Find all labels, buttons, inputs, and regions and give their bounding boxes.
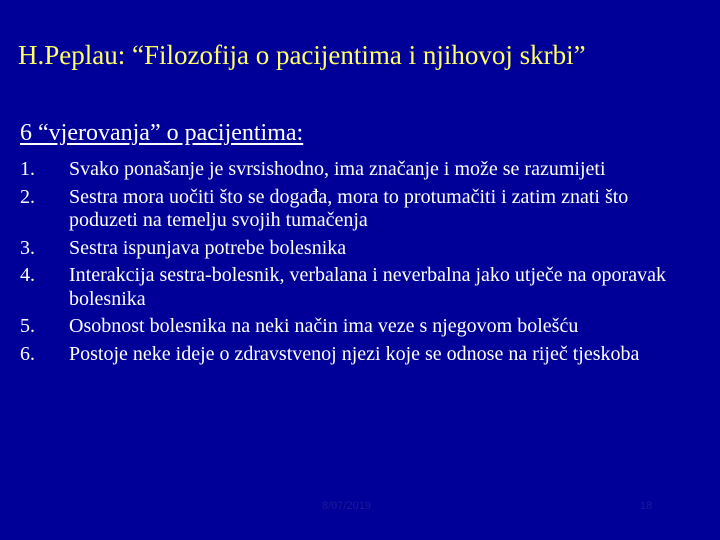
- slide-subtitle: 6 “vjerovanja” o pacijentima:: [20, 120, 304, 146]
- slide-title: H.Peplau: “Filozofija o pacijentima i njihovoj skrbi”: [18, 40, 586, 70]
- beliefs-list: [20, 158, 700, 370]
- list-item: [20, 343, 700, 367]
- list-item: [20, 186, 700, 233]
- list-item: [20, 315, 700, 339]
- list-item-text: Interakcija sestra-bolesnik, verbalana i neverbalna jako utječe na oporavak bolesnika: [69, 264, 666, 310]
- list-item-number: 1.: [20, 158, 35, 180]
- list-item-number: 4.: [20, 264, 35, 286]
- list-item-text: Sestra mora uočiti što se događa, mora to protumačiti i zatim znati što poduzeti na temelju svojih tumačenja: [69, 185, 629, 231]
- list-item-number: 2.: [20, 185, 35, 208]
- list-item: [20, 264, 700, 311]
- list-item-text: Osobnost bolesnika na neki način ima veze s njegovom bolešću: [69, 315, 579, 337]
- list-item: [20, 237, 700, 261]
- list-item-number: 3.: [20, 236, 35, 259]
- list-item-number: 5.: [20, 315, 35, 337]
- list-item-text: Sestra ispunjava potrebe bolesnika: [69, 236, 347, 259]
- list-item-text: Svako ponašanje je svrsishodno, ima značanje i može se razumijeti: [69, 158, 606, 180]
- list-item: [20, 158, 700, 182]
- list-item-number: 6.: [20, 342, 35, 365]
- list-item-text: Postoje neke ideje o zdravstvenoj njezi koje se odnose na riječ tjeskoba: [69, 342, 640, 365]
- footer-page-number: 18: [640, 500, 653, 512]
- footer-date: 8/07/2019: [322, 500, 371, 512]
